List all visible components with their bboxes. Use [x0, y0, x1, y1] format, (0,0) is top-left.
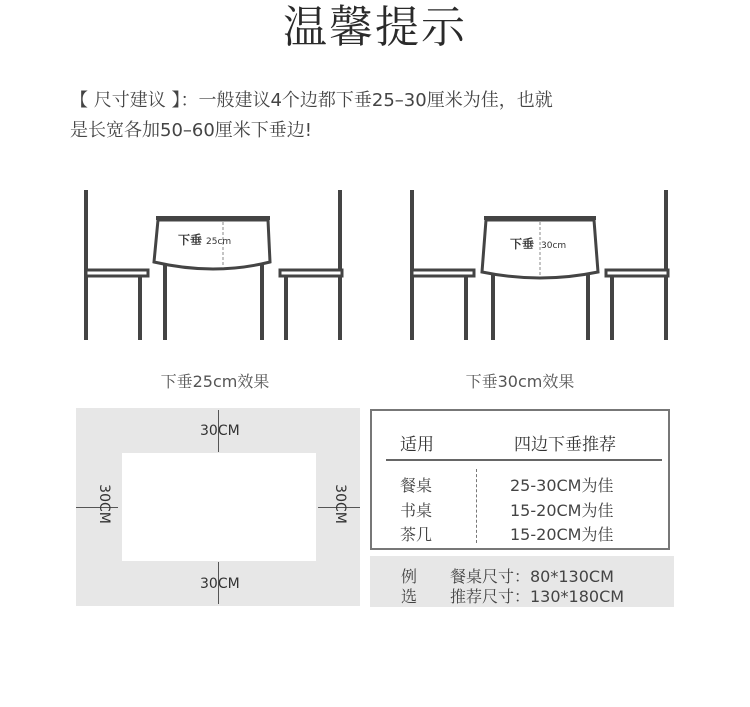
table-leg-left [491, 274, 495, 340]
row-drop: 15-20CM为佳 [510, 525, 614, 544]
tablecloth-dimension-diagram [76, 408, 360, 606]
row-use: 书桌 [400, 501, 433, 520]
header-divider [386, 459, 662, 461]
size-advice-line-2: 是长宽各加50–60厘米下垂边! [70, 120, 313, 141]
example-recommended-size: 推荐尺寸：130*180CM [450, 587, 625, 606]
caption-30cm: 下垂30cm效果 [465, 372, 575, 391]
right-chair-leg [284, 276, 288, 340]
table-top [484, 216, 596, 220]
example-label-1: 例 [401, 567, 418, 586]
right-chair-back [338, 190, 342, 340]
drop-label: 下垂 [510, 237, 535, 251]
table-leg-right [260, 264, 264, 340]
example-table-size: 餐桌尺寸：80*130CM [450, 567, 614, 586]
right-chair-leg [610, 276, 614, 340]
left-chair-seat [412, 270, 474, 276]
left-chair-back [84, 190, 88, 340]
drop-label: 下垂 [178, 233, 203, 247]
drop-unit: 30cm [541, 241, 567, 251]
size-advice-text [70, 86, 680, 146]
example-box [370, 556, 674, 607]
left-chair-seat [86, 270, 148, 276]
right-chair-seat [280, 270, 342, 276]
table-top [156, 216, 270, 220]
caption-25cm: 下垂25cm效果 [160, 372, 270, 391]
dim-right-label: 30CM [331, 484, 348, 524]
table-illustration-25cm [80, 188, 350, 343]
row-drop: 15-20CM为佳 [510, 501, 614, 520]
drop-unit: 25cm [206, 237, 232, 247]
row-use: 茶几 [400, 525, 433, 544]
dim-left-label: 30CM [95, 484, 112, 524]
table-illustration-30cm [406, 188, 676, 343]
left-chair-back [410, 190, 414, 340]
drop-recommendation-table [370, 409, 670, 550]
row-use: 餐桌 [400, 476, 433, 495]
left-chair-leg [464, 276, 468, 340]
right-chair-back [664, 190, 668, 340]
header-use: 适用 [400, 435, 434, 455]
table-top-area [122, 453, 316, 561]
table-leg-right [586, 274, 590, 340]
dim-bottom-label: 30CM [200, 576, 240, 592]
header-drop: 四边下垂推荐 [514, 435, 616, 455]
dim-top-label: 30CM [200, 423, 240, 439]
table-leg-left [163, 264, 167, 340]
page-title: 温馨提示 [283, 2, 467, 53]
example-label-2: 选 [401, 587, 418, 606]
row-drop: 25-30CM为佳 [510, 476, 614, 495]
right-chair-seat [606, 270, 668, 276]
left-chair-leg [138, 276, 142, 340]
size-advice-line-1: 【 尺寸建议 】：一般建议4个边都下垂25–30厘米为佳，也就 [70, 90, 553, 111]
